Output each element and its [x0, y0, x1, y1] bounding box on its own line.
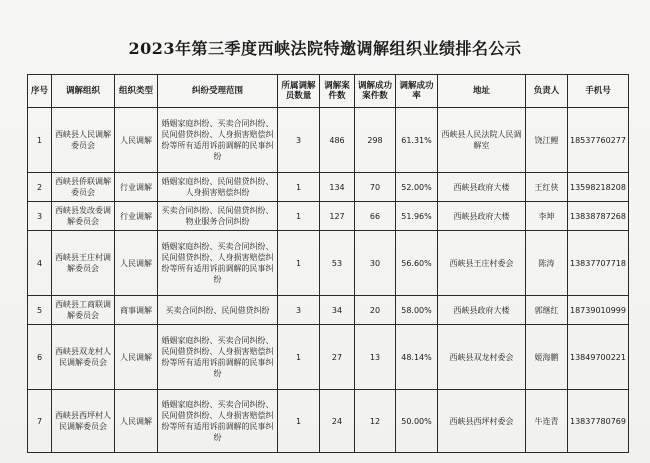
cell-mediators: 1 — [278, 173, 320, 202]
cell-org: 西峡县发改委调解委员会 — [52, 202, 115, 231]
cell-org: 西峡县西坪村人民调解委员会 — [52, 390, 115, 453]
cell-range: 婚姻家庭纠纷、买卖合同纠纷、民间借贷纠纷、人身损害赔偿纠纷等所有适用诉前调解的民事纠纷 — [158, 231, 278, 296]
cell-success: 298 — [355, 108, 396, 173]
header-success: 调解成功案件数 — [355, 75, 396, 108]
cell-type: 人民调解 — [115, 231, 158, 296]
cell-org: 西峡县王庄村调解委员会 — [52, 231, 115, 296]
cell-leader: 王红侠 — [526, 173, 568, 202]
cell-rate: 58.00% — [396, 296, 438, 325]
cell-success: 12 — [355, 390, 396, 453]
cell-mediators: 1 — [278, 231, 320, 296]
cell-no: 6 — [28, 325, 52, 390]
cell-mediators: 1 — [278, 325, 320, 390]
cell-leader: 饶江鲤 — [526, 108, 568, 173]
table-row — [28, 390, 629, 453]
cell-success: 20 — [355, 296, 396, 325]
cell-address: 西峡县政府大楼 — [438, 296, 526, 325]
cell-type: 人民调解 — [115, 390, 158, 453]
cell-rate: 61.31% — [396, 108, 438, 173]
cell-phone: 18537760277 — [568, 108, 629, 173]
cell-rate: 52.00% — [396, 173, 438, 202]
header-cases: 调解案件数 — [320, 75, 355, 108]
cell-no: 1 — [28, 108, 52, 173]
cell-type: 行业调解 — [115, 202, 158, 231]
cell-phone: 13598218208 — [568, 173, 629, 202]
cell-cases: 24 — [320, 390, 355, 453]
header-mediators: 所属调解员数量 — [278, 75, 320, 108]
cell-type: 人民调解 — [115, 325, 158, 390]
cell-type: 行业调解 — [115, 173, 158, 202]
table-row — [28, 231, 629, 296]
table-row — [28, 108, 629, 173]
cell-no: 2 — [28, 173, 52, 202]
cell-leader: 牛连青 — [526, 390, 568, 453]
cell-range: 婚姻家庭纠纷、买卖合同纠纷、民间借贷纠纷、人身损害赔偿纠纷等所有适用诉前调解的民事纠纷 — [158, 325, 278, 390]
cell-success: 13 — [355, 325, 396, 390]
cell-no: 5 — [28, 296, 52, 325]
cell-address: 西峡县西坪村委会 — [438, 390, 526, 453]
header-rate: 调解成功率 — [396, 75, 438, 108]
cell-type: 商事调解 — [115, 296, 158, 325]
cell-phone: 13838787268 — [568, 202, 629, 231]
cell-cases: 486 — [320, 108, 355, 173]
header-org: 调解组织 — [52, 75, 115, 108]
cell-success: 66 — [355, 202, 396, 231]
header-address: 地址 — [438, 75, 526, 108]
cell-cases: 53 — [320, 231, 355, 296]
table-header-row — [28, 75, 629, 108]
cell-address: 西峡县政府大楼 — [438, 202, 526, 231]
cell-success: 30 — [355, 231, 396, 296]
cell-address: 西峡县人民法院人民调解室 — [438, 108, 526, 173]
header-type: 组织类型 — [115, 75, 158, 108]
cell-phone: 13837780769 — [568, 390, 629, 453]
cell-type: 人民调解 — [115, 108, 158, 173]
cell-address: 西峡县政府大楼 — [438, 173, 526, 202]
cell-rate: 48.14% — [396, 325, 438, 390]
table-row — [28, 173, 629, 202]
cell-phone: 18739010999 — [568, 296, 629, 325]
cell-org: 西峡县侨联调解委员会 — [52, 173, 115, 202]
cell-phone: 13837707718 — [568, 231, 629, 296]
cell-cases: 127 — [320, 202, 355, 231]
cell-address: 西峡县双龙村委会 — [438, 325, 526, 390]
cell-cases: 34 — [320, 296, 355, 325]
header-phone: 手机号 — [568, 75, 629, 108]
cell-cases: 134 — [320, 173, 355, 202]
cell-leader: 姬海鹏 — [526, 325, 568, 390]
cell-leader: 陈涛 — [526, 231, 568, 296]
cell-mediators: 1 — [278, 202, 320, 231]
cell-leader: 李坤 — [526, 202, 568, 231]
header-no: 序号 — [28, 75, 52, 108]
header-leader: 负责人 — [526, 75, 568, 108]
cell-range: 婚姻家庭纠纷、买卖合同纠纷、民间借贷纠纷、人身损害赔偿纠纷等所有适用诉前调解的民事纠纷 — [158, 108, 278, 173]
table-row — [28, 296, 629, 325]
cell-no: 4 — [28, 231, 52, 296]
cell-rate: 56.60% — [396, 231, 438, 296]
cell-rate: 51.96% — [396, 202, 438, 231]
cell-no: 3 — [28, 202, 52, 231]
cell-cases: 27 — [320, 325, 355, 390]
table-row — [28, 202, 629, 231]
cell-range: 婚姻家庭纠纷、买卖合同纠纷、民间借贷纠纷、人身损害赔偿纠纷等所有适用诉前调解的民事纠纷 — [158, 390, 278, 453]
cell-address: 西峡县王庄村委会 — [438, 231, 526, 296]
cell-range: 婚姻家庭纠纷、民间借贷纠纷、人身损害赔偿纠纷 — [158, 173, 278, 202]
cell-range: 买卖合同纠纷、民间借贷纠纷、物业服务合同纠纷 — [158, 202, 278, 231]
cell-mediators: 1 — [278, 390, 320, 453]
header-range: 纠纷受理范围 — [158, 75, 278, 108]
cell-org: 西峡县工商联调解委员会 — [52, 296, 115, 325]
page-title: 2023年第三季度西峡法院特邀调解组织业绩排名公示 — [128, 39, 522, 58]
cell-range: 买卖合同纠纷、民间借贷纠纷 — [158, 296, 278, 325]
cell-mediators: 3 — [278, 296, 320, 325]
cell-leader: 郭继红 — [526, 296, 568, 325]
cell-no: 7 — [28, 390, 52, 453]
cell-success: 70 — [355, 173, 396, 202]
table-row — [28, 325, 629, 390]
cell-mediators: 3 — [278, 108, 320, 173]
ranking-table — [27, 74, 629, 453]
cell-org: 西峡县人民调解委员会 — [52, 108, 115, 173]
cell-org: 西峡县双龙村人民调解委员会 — [52, 325, 115, 390]
cell-rate: 50.00% — [396, 390, 438, 453]
cell-phone: 13849700221 — [568, 325, 629, 390]
